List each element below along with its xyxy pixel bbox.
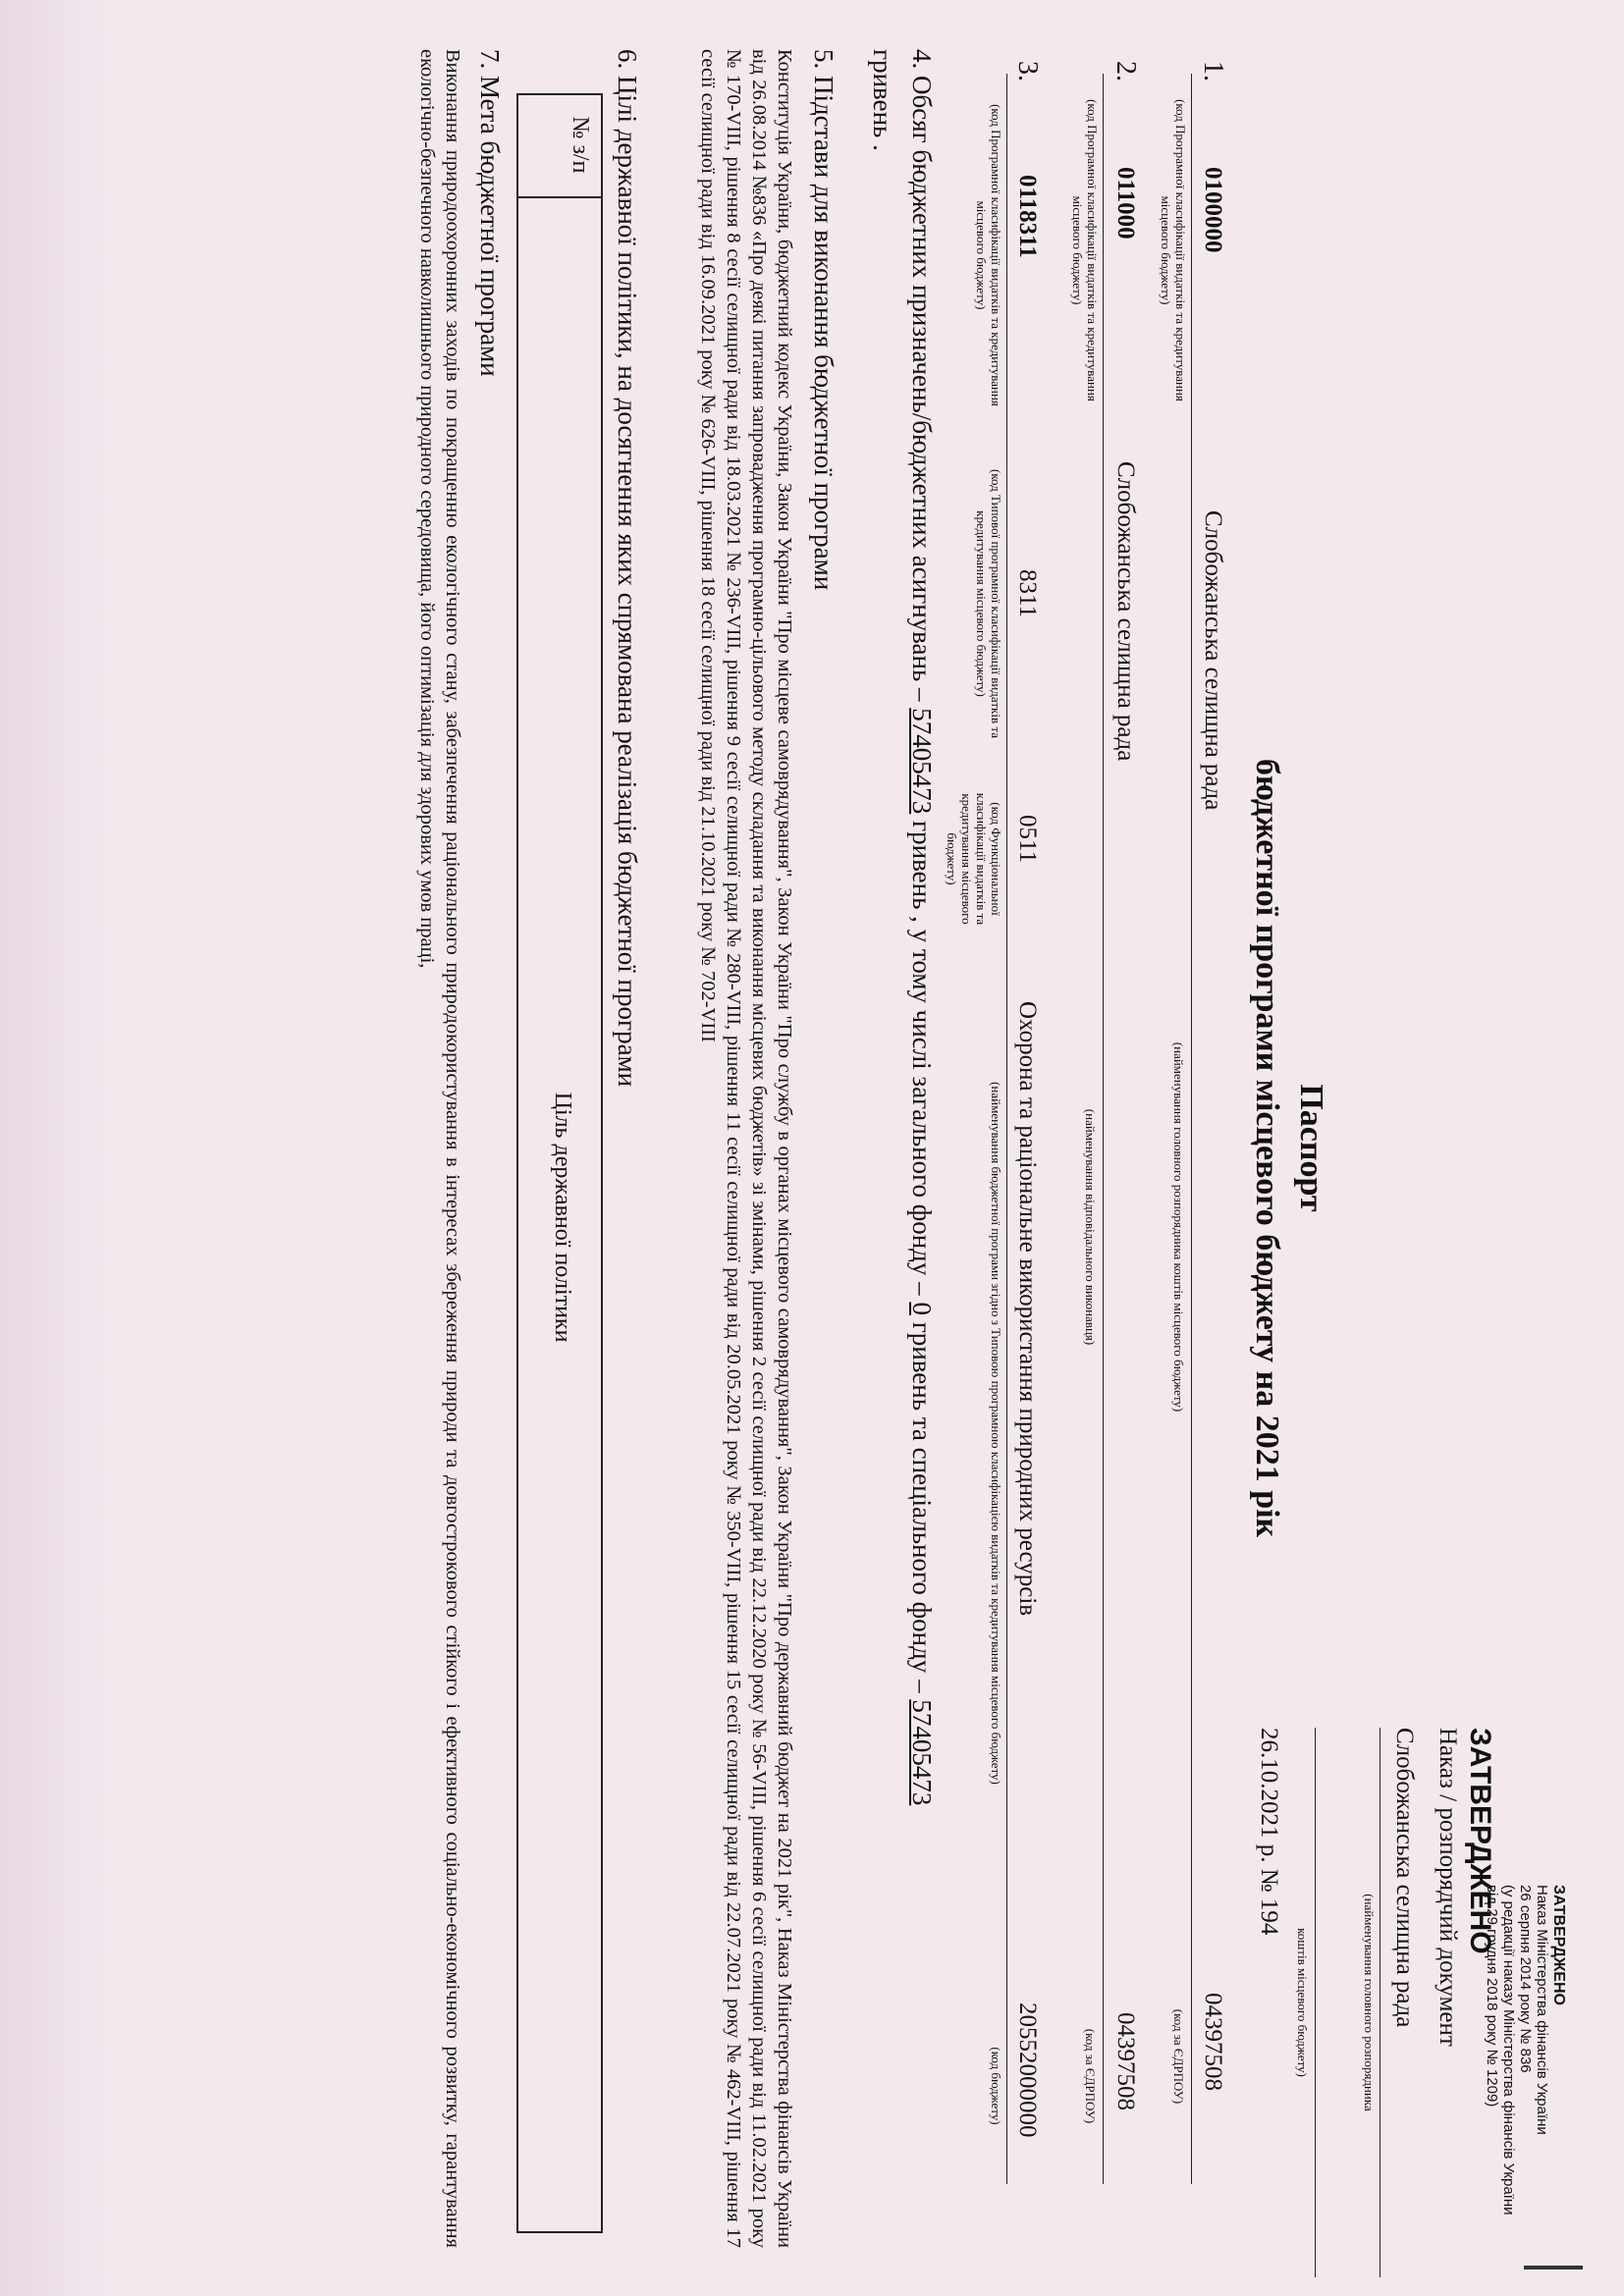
- section-7-text: Виконання природоохоронних заходів по покращенню екологічного стану, забезпечення раціонального природокористування в інтересах збереження природи та довгострокового стійкого і ефективного соціально-економічного розвитку, гарантування екологічно-безпечного навколишнього природного середовища, його оптимізація для здорових умов праці,: [416, 49, 463, 2248]
- underline: [1103, 74, 1104, 2184]
- total-amount: 57405473: [907, 708, 937, 815]
- name-caption: (найменування бюджетної програми згідно з Типовою програмною класифікацією видатків та кредитування місцевого бюджету): [989, 1082, 1003, 1785]
- approval-org: Слобожанська селищна рада: [1391, 1728, 1418, 2028]
- decree-line: (у редакції наказу Міністерства фінансів України: [1500, 1885, 1517, 2216]
- section-5-title: 5. Підстави для виконання бюджетної програми: [809, 49, 839, 591]
- program-code: 011000: [1112, 167, 1139, 240]
- functional-code: 0511: [1014, 815, 1041, 864]
- typical-code: 8311: [1014, 569, 1041, 618]
- program-code: 0118311: [1014, 175, 1041, 258]
- program-name: Слобожанська селищна рада: [1112, 461, 1139, 762]
- typical-caption: (код Типової програмної класифікації видатків та кредитування місцевого бюджету): [974, 469, 1003, 738]
- margin-mark: [1524, 2266, 1583, 2269]
- program-name: Слобожанська селищна рада: [1200, 510, 1226, 811]
- edrpou-caption: (код за ЄДРПОУ): [1083, 2028, 1098, 2124]
- section-6-title: 6. Цілі державної політики, на досягнення яких спрямована реалізація бюджетної програми: [613, 49, 642, 1088]
- decree-title: ЗАТВЕРДЖЕНО: [1550, 1885, 1567, 2005]
- edrpou-code: 04397508: [1200, 1993, 1226, 2091]
- edrpou-caption: (код за ЄДРПОУ): [1171, 2008, 1186, 2105]
- section-4-text: 4. Обсяг бюджетних призначень/бюджетних асигнувань –: [907, 49, 937, 709]
- underline: [1006, 74, 1007, 2184]
- program-name: Охорона та раціональне використання природних ресурсів: [1014, 1001, 1041, 1617]
- name-caption: (найменування головного розпорядника коштів місцевого бюджету): [1171, 1041, 1186, 1413]
- section-4-text: гривень , у тому числі загального фонду –: [907, 814, 937, 1303]
- program-code: 0100000: [1200, 167, 1226, 253]
- general-fund-amount: 0: [907, 1302, 937, 1315]
- table-header-goal: Ціль державної політики: [550, 1092, 575, 1343]
- section-4-text: гривень та спеціального фонду –: [907, 1314, 937, 1700]
- row-number: 3.: [1012, 61, 1043, 81]
- budget-caption: (код бюджету): [989, 2047, 1003, 2125]
- underline: [1191, 74, 1192, 2184]
- code-caption: (код Програмної класифікації видатків та кредитування місцевого бюджету): [1159, 99, 1188, 401]
- page-subtitle: бюджетної програми місцевого бюджету на 2021 рік: [1249, 758, 1285, 1538]
- functional-caption: (код Функціональної класифікації видатків та кредитування місцевого бюджету): [945, 792, 1003, 926]
- decree-line: від 29 грудня 2018 року № 1209): [1484, 1885, 1500, 2108]
- page-title: Паспорт: [1293, 1084, 1329, 1212]
- approval-caption: (найменування головного розпорядника: [1362, 1894, 1377, 2111]
- table-header-number: № з/п: [568, 116, 593, 174]
- code-caption: (код Програмної класифікації видатків та кредитування місцевого бюджету): [1070, 99, 1100, 401]
- page-shadow: [0, 0, 112, 2296]
- code-caption: (код Програмної класифікації видатків та кредитування місцевого бюджету): [974, 104, 1003, 406]
- section-4-line2: гривень .: [868, 49, 897, 151]
- name-caption: (найменування відповідального виконавця): [1083, 1108, 1098, 1346]
- approval-title: ЗАТВЕРДЖЕНО: [1464, 1728, 1496, 1954]
- approval-doc: Наказ / розпорядчий документ: [1435, 1728, 1461, 2047]
- edrpou-code: 04397508: [1112, 2012, 1139, 2110]
- section-4: [906, 49, 937, 2248]
- section-7-title: 7. Мета бюджетної програми: [475, 49, 505, 377]
- special-fund-amount: 57405473: [907, 1699, 937, 1806]
- row-number: 1.: [1198, 61, 1228, 81]
- approval-date: 26.10.2021 р. № 194: [1256, 1728, 1282, 1936]
- section-5-text: Конституція України, бюджетний кодекс України, Закон України "Про місцеве самоврядування", Закон України "Про службу в органах місцевого самоврядування", Закон України "Про державний бюджет на 2021 рік", Наказ Міністерства фінансів України від 26.08.2014 №836 «Про деякі питання запровадження програмно-цільового методу складання та виконання місцевих бюджетів» зі змінами, рішення 2 сесії селищної ради від 22.12.2020 року № 56-VIII, рішення 6 сесії селищної ради від 11.02.2021 року № 170-VIII, рішення 8 сесії селищної ради від 18.03.2021 № 236-VIII, рішення 9 сесії селищної ради № 280-VIII, рішення 11 сесії селищної ради від 20.05.2021 року № 350-VIII, рішення 15 сесії селищної ради від 22.07.2021 року № 462-VIII, рішення 17 сесії селищної ради від 16.09.2021 року № 626-VIII, рішення 18 сесії селищної ради від 21.10.2021 року № 702-VIII: [697, 49, 795, 2248]
- decree-line: Наказ Міністерства фінансів України: [1534, 1885, 1550, 2135]
- table-divider: [516, 196, 603, 198]
- row-number: 2.: [1110, 61, 1141, 81]
- decree-line: 26 серпня 2014 року № 836: [1517, 1885, 1534, 2073]
- budget-code: 20552000000: [1014, 2002, 1041, 2138]
- approval-caption: коштів місцевого бюджету): [1295, 1928, 1310, 2077]
